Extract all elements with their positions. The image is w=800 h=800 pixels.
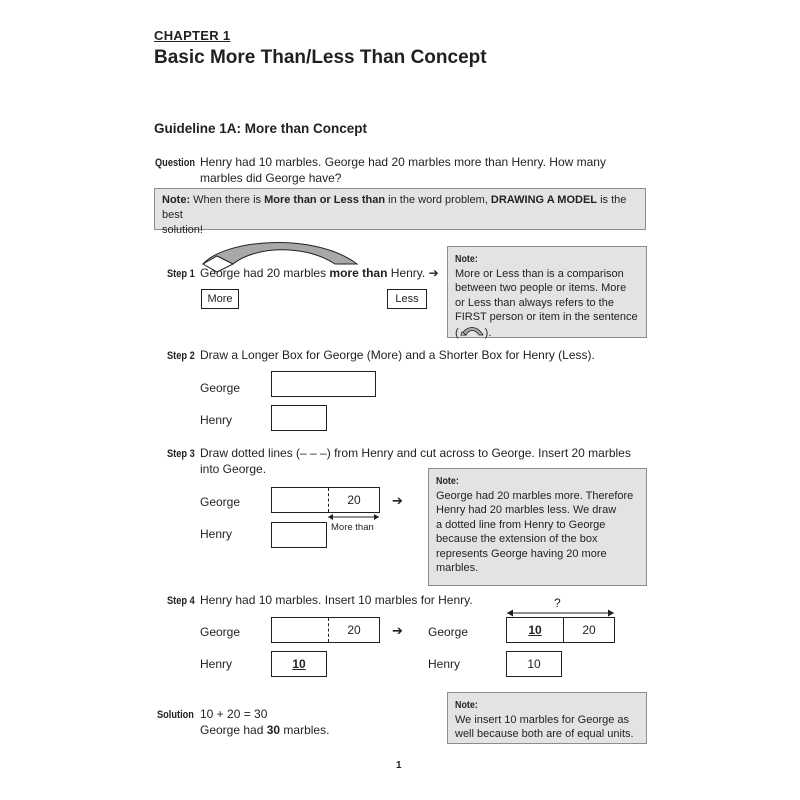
mini-curved-arrow-icon <box>459 325 485 337</box>
note-banner-prefix: Note: <box>162 194 191 206</box>
note-banner-line-2: solution! <box>162 224 203 236</box>
step1-note-open-paren: ( <box>455 326 459 339</box>
less-box: Less <box>387 289 427 309</box>
step1-note <box>447 246 647 338</box>
step4-right-george-box <box>506 617 615 643</box>
step3-note-line-1: George had 20 marbles more. Therefore <box>436 489 634 502</box>
step3-note-line-2: Henry had 20 marbles less. We draw <box>436 504 617 516</box>
solution-line-2-after: marbles. <box>280 723 330 737</box>
solution-line-1: 10 + 20 = 30 <box>200 707 268 721</box>
step3-note-line-5: represents George having 20 more <box>436 547 607 560</box>
step4-right-henry-label: Henry <box>428 657 461 671</box>
step1-note-line-3: or Less than always refers to the <box>455 296 614 309</box>
step2-henry-label: Henry <box>200 413 233 427</box>
chapter-title: Basic More Than/Less Than Concept <box>154 47 487 68</box>
step3-george-box <box>271 487 380 513</box>
step3-george-value: 20 <box>347 493 361 507</box>
solution-note-line-2: well because both are of equal units. <box>455 728 634 740</box>
solution-answer: 30 <box>266 723 281 737</box>
step4-right-henry-box <box>506 651 562 677</box>
page-number: 1 <box>396 760 402 771</box>
step3-henry-label: Henry <box>200 527 233 541</box>
solution-note <box>447 692 647 744</box>
step1-note-close-paren: ). <box>484 326 492 339</box>
step2-george-label: George <box>200 381 241 395</box>
step4-henry-label: Henry <box>200 657 233 671</box>
step1-note-title: Note: <box>455 253 478 265</box>
step4-right-george-label: George <box>428 625 469 639</box>
step1-arrow-icon: ➔ <box>428 266 439 280</box>
step3-line-2: into George. <box>200 462 267 476</box>
solution-line-2 <box>200 722 329 738</box>
step4-right-george-value-a: 10 <box>528 623 542 637</box>
question-label: Question <box>155 157 196 169</box>
question-line-1: Henry had 10 marbles. George had 20 marbles more than Henry. How many <box>200 155 606 169</box>
step4-label: Step 4 <box>167 595 195 607</box>
step3-note-line-4: because the extension of the box <box>436 533 598 545</box>
step1-note-line-4: FIRST person or item in the sentence <box>455 311 638 323</box>
step3-henry-box <box>271 522 327 548</box>
question-line-2: marbles did George have? <box>200 171 342 185</box>
step3-more-than-arrow-icon <box>327 512 380 522</box>
step3-note-title: Note: <box>436 475 459 487</box>
step1-text-bold: more than <box>329 266 388 280</box>
step4-george-label: George <box>200 625 241 639</box>
step2-henry-box <box>271 405 327 431</box>
step4-henry-box <box>271 651 327 677</box>
note-banner-text-1: When there is <box>190 194 265 206</box>
step4-george-value: 20 <box>347 623 361 637</box>
step3-george-label: George <box>200 495 241 509</box>
solution-note-title: Note: <box>455 699 478 711</box>
step3-arrow-icon: ➔ <box>392 493 403 508</box>
solution-label: Solution <box>157 709 194 721</box>
note-banner <box>154 188 646 236</box>
note-banner-bold-2: DRAWING A MODEL <box>490 194 598 206</box>
note-banner-text-2: in the word problem, <box>385 194 491 206</box>
step1-text-after: Henry. <box>387 266 426 280</box>
step1-text <box>200 265 439 281</box>
step1-note-line-2: between two people or items. More <box>455 282 627 294</box>
step4-right-henry-value: 10 <box>527 657 541 671</box>
step1-text-before: George had 20 marbles <box>200 266 330 280</box>
step4-henry-value: 10 <box>292 657 306 671</box>
step1-note-line-5 <box>455 325 639 341</box>
step3-note <box>428 468 647 586</box>
chapter-label: CHAPTER 1 <box>154 28 231 43</box>
step2-george-box <box>271 371 376 397</box>
solution-line-2-before: George had <box>200 723 267 737</box>
more-box: More <box>201 289 239 309</box>
step4-right-george-value-b: 20 <box>582 623 596 637</box>
step4-george-box <box>271 617 380 643</box>
step1-label: Step 1 <box>167 268 195 280</box>
solution-note-line-1: We insert 10 marbles for George as <box>455 713 630 726</box>
step4-text: Henry had 10 marbles. Insert 10 marbles for Henry. <box>200 593 473 607</box>
step3-line-1: Draw dotted lines (– – –) from Henry and cut across to George. Insert 20 marbles <box>200 446 631 460</box>
step3-note-line-6: marbles. <box>436 562 479 574</box>
step4-arrow-icon: ➔ <box>392 623 403 638</box>
step3-label: Step 3 <box>167 448 195 460</box>
step2-label: Step 2 <box>167 350 195 362</box>
step3-more-than-label: More than <box>331 522 374 533</box>
note-banner-bold-1: More than or Less than <box>264 194 386 206</box>
step1-note-line-1: More or Less than is a comparison <box>455 267 624 280</box>
step4-unknown-label: ? <box>554 596 561 610</box>
note-banner-text-3: is the best <box>162 194 627 221</box>
step3-note-line-3: a dotted line from Henry to George <box>436 518 606 531</box>
guideline-title: Guideline 1A: More than Concept <box>154 121 368 136</box>
step2-text: Draw a Longer Box for George (More) and a Shorter Box for Henry (Less). <box>200 348 595 362</box>
